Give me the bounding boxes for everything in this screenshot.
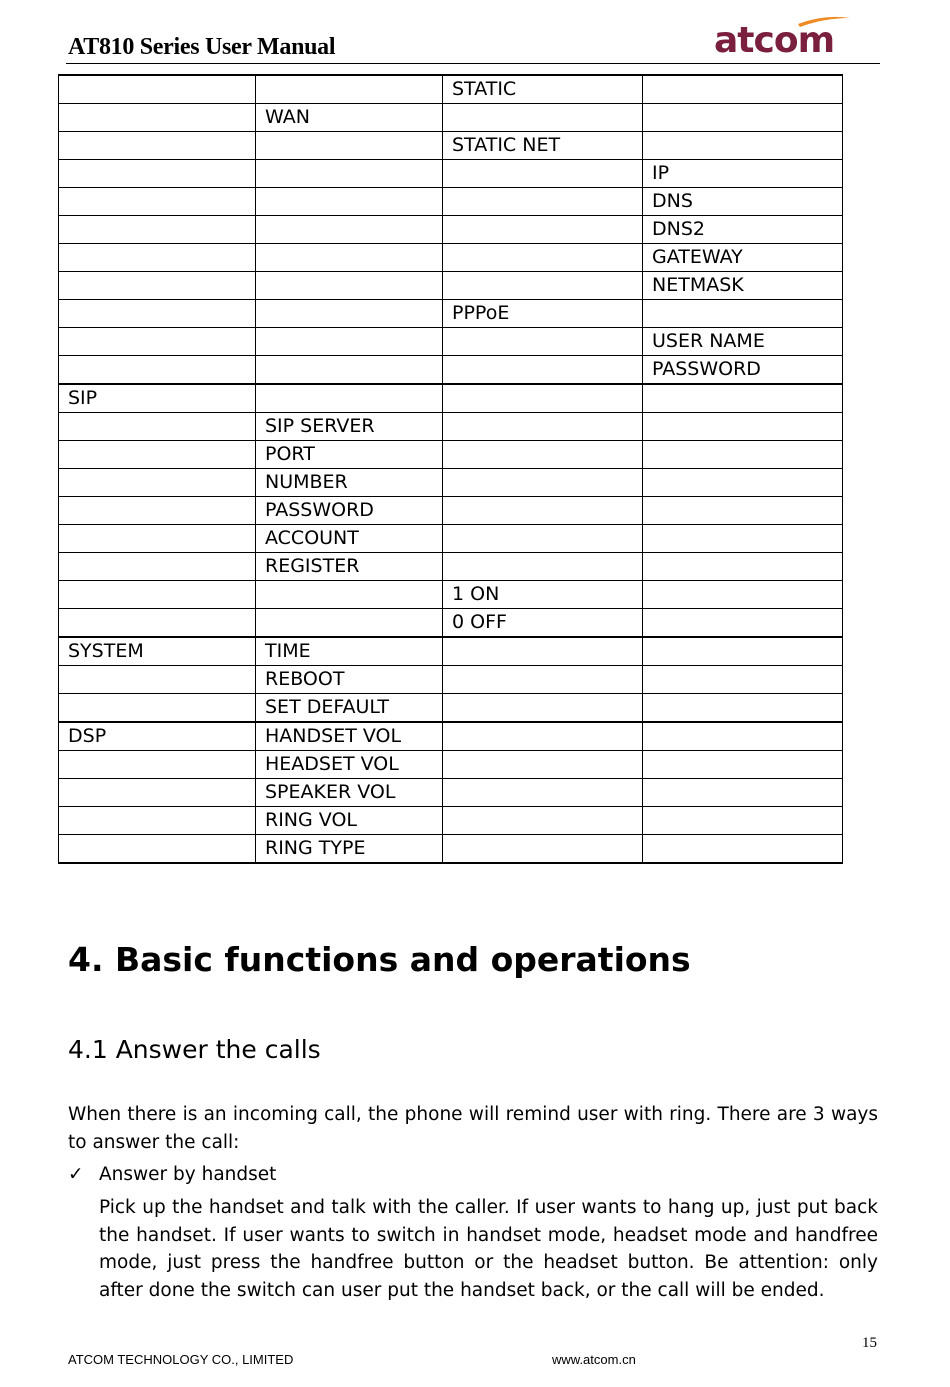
table-cell (643, 441, 843, 469)
table-cell (643, 751, 843, 779)
table-cell (443, 244, 643, 272)
table-cell: DSP (59, 722, 256, 751)
table-cell (643, 300, 843, 328)
table-cell (443, 666, 643, 694)
table-row (59, 807, 843, 835)
table-row (59, 328, 843, 356)
document-title: AT810 Series User Manual (68, 34, 336, 60)
table-cell: DNS (643, 188, 843, 216)
table-cell: IP (643, 160, 843, 188)
table-cell (643, 525, 843, 553)
table-cell (256, 356, 443, 385)
table-cell (256, 300, 443, 328)
table-cell (256, 609, 443, 638)
table-cell (643, 666, 843, 694)
table-cell (256, 384, 443, 413)
table-cell (59, 751, 256, 779)
table-cell (443, 807, 643, 835)
table-row (59, 694, 843, 723)
table-cell (59, 694, 256, 723)
atcom-logo (712, 12, 862, 60)
table-cell: WAN (256, 104, 443, 132)
table-row (59, 553, 843, 581)
table-cell (443, 525, 643, 553)
checkmark-icon: ✓ (68, 1164, 84, 1185)
table-cell (643, 779, 843, 807)
table-cell (443, 469, 643, 497)
table-row (59, 384, 843, 413)
table-cell: ACCOUNT (256, 525, 443, 553)
table-cell: PASSWORD (643, 356, 843, 385)
table-cell (59, 104, 256, 132)
table-row (59, 216, 843, 244)
table-cell (643, 609, 843, 638)
table-cell: SYSTEM (59, 637, 256, 666)
table-cell (59, 216, 256, 244)
table-row (59, 469, 843, 497)
table-cell (443, 553, 643, 581)
table-row (59, 413, 843, 441)
table-cell (443, 751, 643, 779)
table-cell (59, 609, 256, 638)
table-cell (59, 497, 256, 525)
table-cell: STATIC (443, 75, 643, 104)
table-cell (643, 694, 843, 723)
table-row (59, 188, 843, 216)
table-row (59, 75, 843, 104)
table-cell (443, 384, 643, 413)
table-cell (59, 244, 256, 272)
table-cell (443, 272, 643, 300)
table-cell (643, 722, 843, 751)
table-cell (643, 132, 843, 160)
table-cell (643, 497, 843, 525)
table-cell (643, 835, 843, 864)
table-row (59, 272, 843, 300)
table-cell (643, 104, 843, 132)
table-cell (443, 356, 643, 385)
table-cell: SET DEFAULT (256, 694, 443, 723)
table-cell (59, 581, 256, 609)
table-cell: REBOOT (256, 666, 443, 694)
intro-paragraph: When there is an incoming call, the phone will remind user with ring. There are 3 ways to answer the call: (68, 1104, 878, 1153)
table-cell (256, 75, 443, 104)
table-cell (59, 779, 256, 807)
table-cell: PASSWORD (256, 497, 443, 525)
table-row (59, 525, 843, 553)
table-cell (643, 553, 843, 581)
table-row (59, 244, 843, 272)
table-cell (643, 75, 843, 104)
table-cell (59, 328, 256, 356)
table-cell: NETMASK (643, 272, 843, 300)
table-cell: HANDSET VOL (256, 722, 443, 751)
table-cell (443, 694, 643, 723)
table-cell (256, 581, 443, 609)
table-cell: 0 OFF (443, 609, 643, 638)
table-row (59, 751, 843, 779)
table-cell (256, 244, 443, 272)
table-cell (59, 188, 256, 216)
table-cell: REGISTER (256, 553, 443, 581)
header-rule (66, 63, 880, 64)
table-row (59, 104, 843, 132)
table-cell (443, 497, 643, 525)
subsection-heading: 4.1 Answer the calls (68, 1035, 321, 1064)
table-cell (443, 835, 643, 864)
table-cell: GATEWAY (643, 244, 843, 272)
table-cell (443, 188, 643, 216)
table-row (59, 666, 843, 694)
table-cell (643, 469, 843, 497)
section-heading: 4. Basic functions and operations (68, 940, 691, 979)
table-cell (59, 356, 256, 385)
table-row (59, 441, 843, 469)
table-cell: RING VOL (256, 807, 443, 835)
bullet-item (68, 1161, 276, 1189)
table-cell (443, 104, 643, 132)
table-cell (643, 384, 843, 413)
table-row (59, 160, 843, 188)
table-cell (256, 272, 443, 300)
logo-wordmark: atcom (714, 20, 835, 60)
table-cell: SIP SERVER (256, 413, 443, 441)
table-cell (443, 722, 643, 751)
table-row (59, 779, 843, 807)
table-cell (59, 666, 256, 694)
table-cell (59, 807, 256, 835)
table-cell (443, 441, 643, 469)
table-cell (59, 300, 256, 328)
table-cell (59, 525, 256, 553)
table-row (59, 637, 843, 666)
table-cell: DNS2 (643, 216, 843, 244)
footer-company: ATCOM TECHNOLOGY CO., LIMITED (68, 1352, 294, 1367)
table-row (59, 609, 843, 638)
table-cell (256, 216, 443, 244)
table-cell (59, 75, 256, 104)
table-cell (59, 469, 256, 497)
table-row (59, 581, 843, 609)
table-cell: STATIC NET (443, 132, 643, 160)
table-row (59, 132, 843, 160)
table-cell (443, 160, 643, 188)
bullet-label: Answer by handset (99, 1164, 277, 1185)
table-cell (59, 441, 256, 469)
table-row (59, 722, 843, 751)
table-cell (59, 553, 256, 581)
table-cell (256, 328, 443, 356)
table-cell (643, 637, 843, 666)
bullet-description: Pick up the handset and talk with the caller. If user wants to hang up, just put back the handset. If user wants to switch in handset mode, headset mode and handfree mode, just press the handfree button or the headset button. Be attention: only after done the switch can user put the handset back, or the call will be ended. (99, 1197, 878, 1301)
table-row (59, 835, 843, 864)
table-cell (256, 188, 443, 216)
table-cell (256, 160, 443, 188)
table-cell (643, 807, 843, 835)
table-cell: 1 ON (443, 581, 643, 609)
table-cell (59, 413, 256, 441)
table-cell (256, 132, 443, 160)
table-cell: TIME (256, 637, 443, 666)
table-cell (59, 835, 256, 864)
table-cell (643, 413, 843, 441)
table-cell: RING TYPE (256, 835, 443, 864)
table-cell (443, 328, 643, 356)
table-cell: PORT (256, 441, 443, 469)
table-cell: SPEAKER VOL (256, 779, 443, 807)
table-cell (59, 132, 256, 160)
menu-structure-table (58, 74, 843, 864)
table-cell: HEADSET VOL (256, 751, 443, 779)
table-cell (59, 160, 256, 188)
table-cell: NUMBER (256, 469, 443, 497)
table-row (59, 300, 843, 328)
table-cell: PPPoE (443, 300, 643, 328)
table-row (59, 356, 843, 385)
page-number: 15 (862, 1335, 877, 1351)
table-cell (59, 272, 256, 300)
table-cell (443, 413, 643, 441)
table-cell (443, 779, 643, 807)
table-cell: SIP (59, 384, 256, 413)
footer-website: www.atcom.cn (552, 1352, 636, 1367)
table-row (59, 497, 843, 525)
table-cell (643, 581, 843, 609)
table-cell: USER NAME (643, 328, 843, 356)
table-cell (443, 637, 643, 666)
table-cell (443, 216, 643, 244)
